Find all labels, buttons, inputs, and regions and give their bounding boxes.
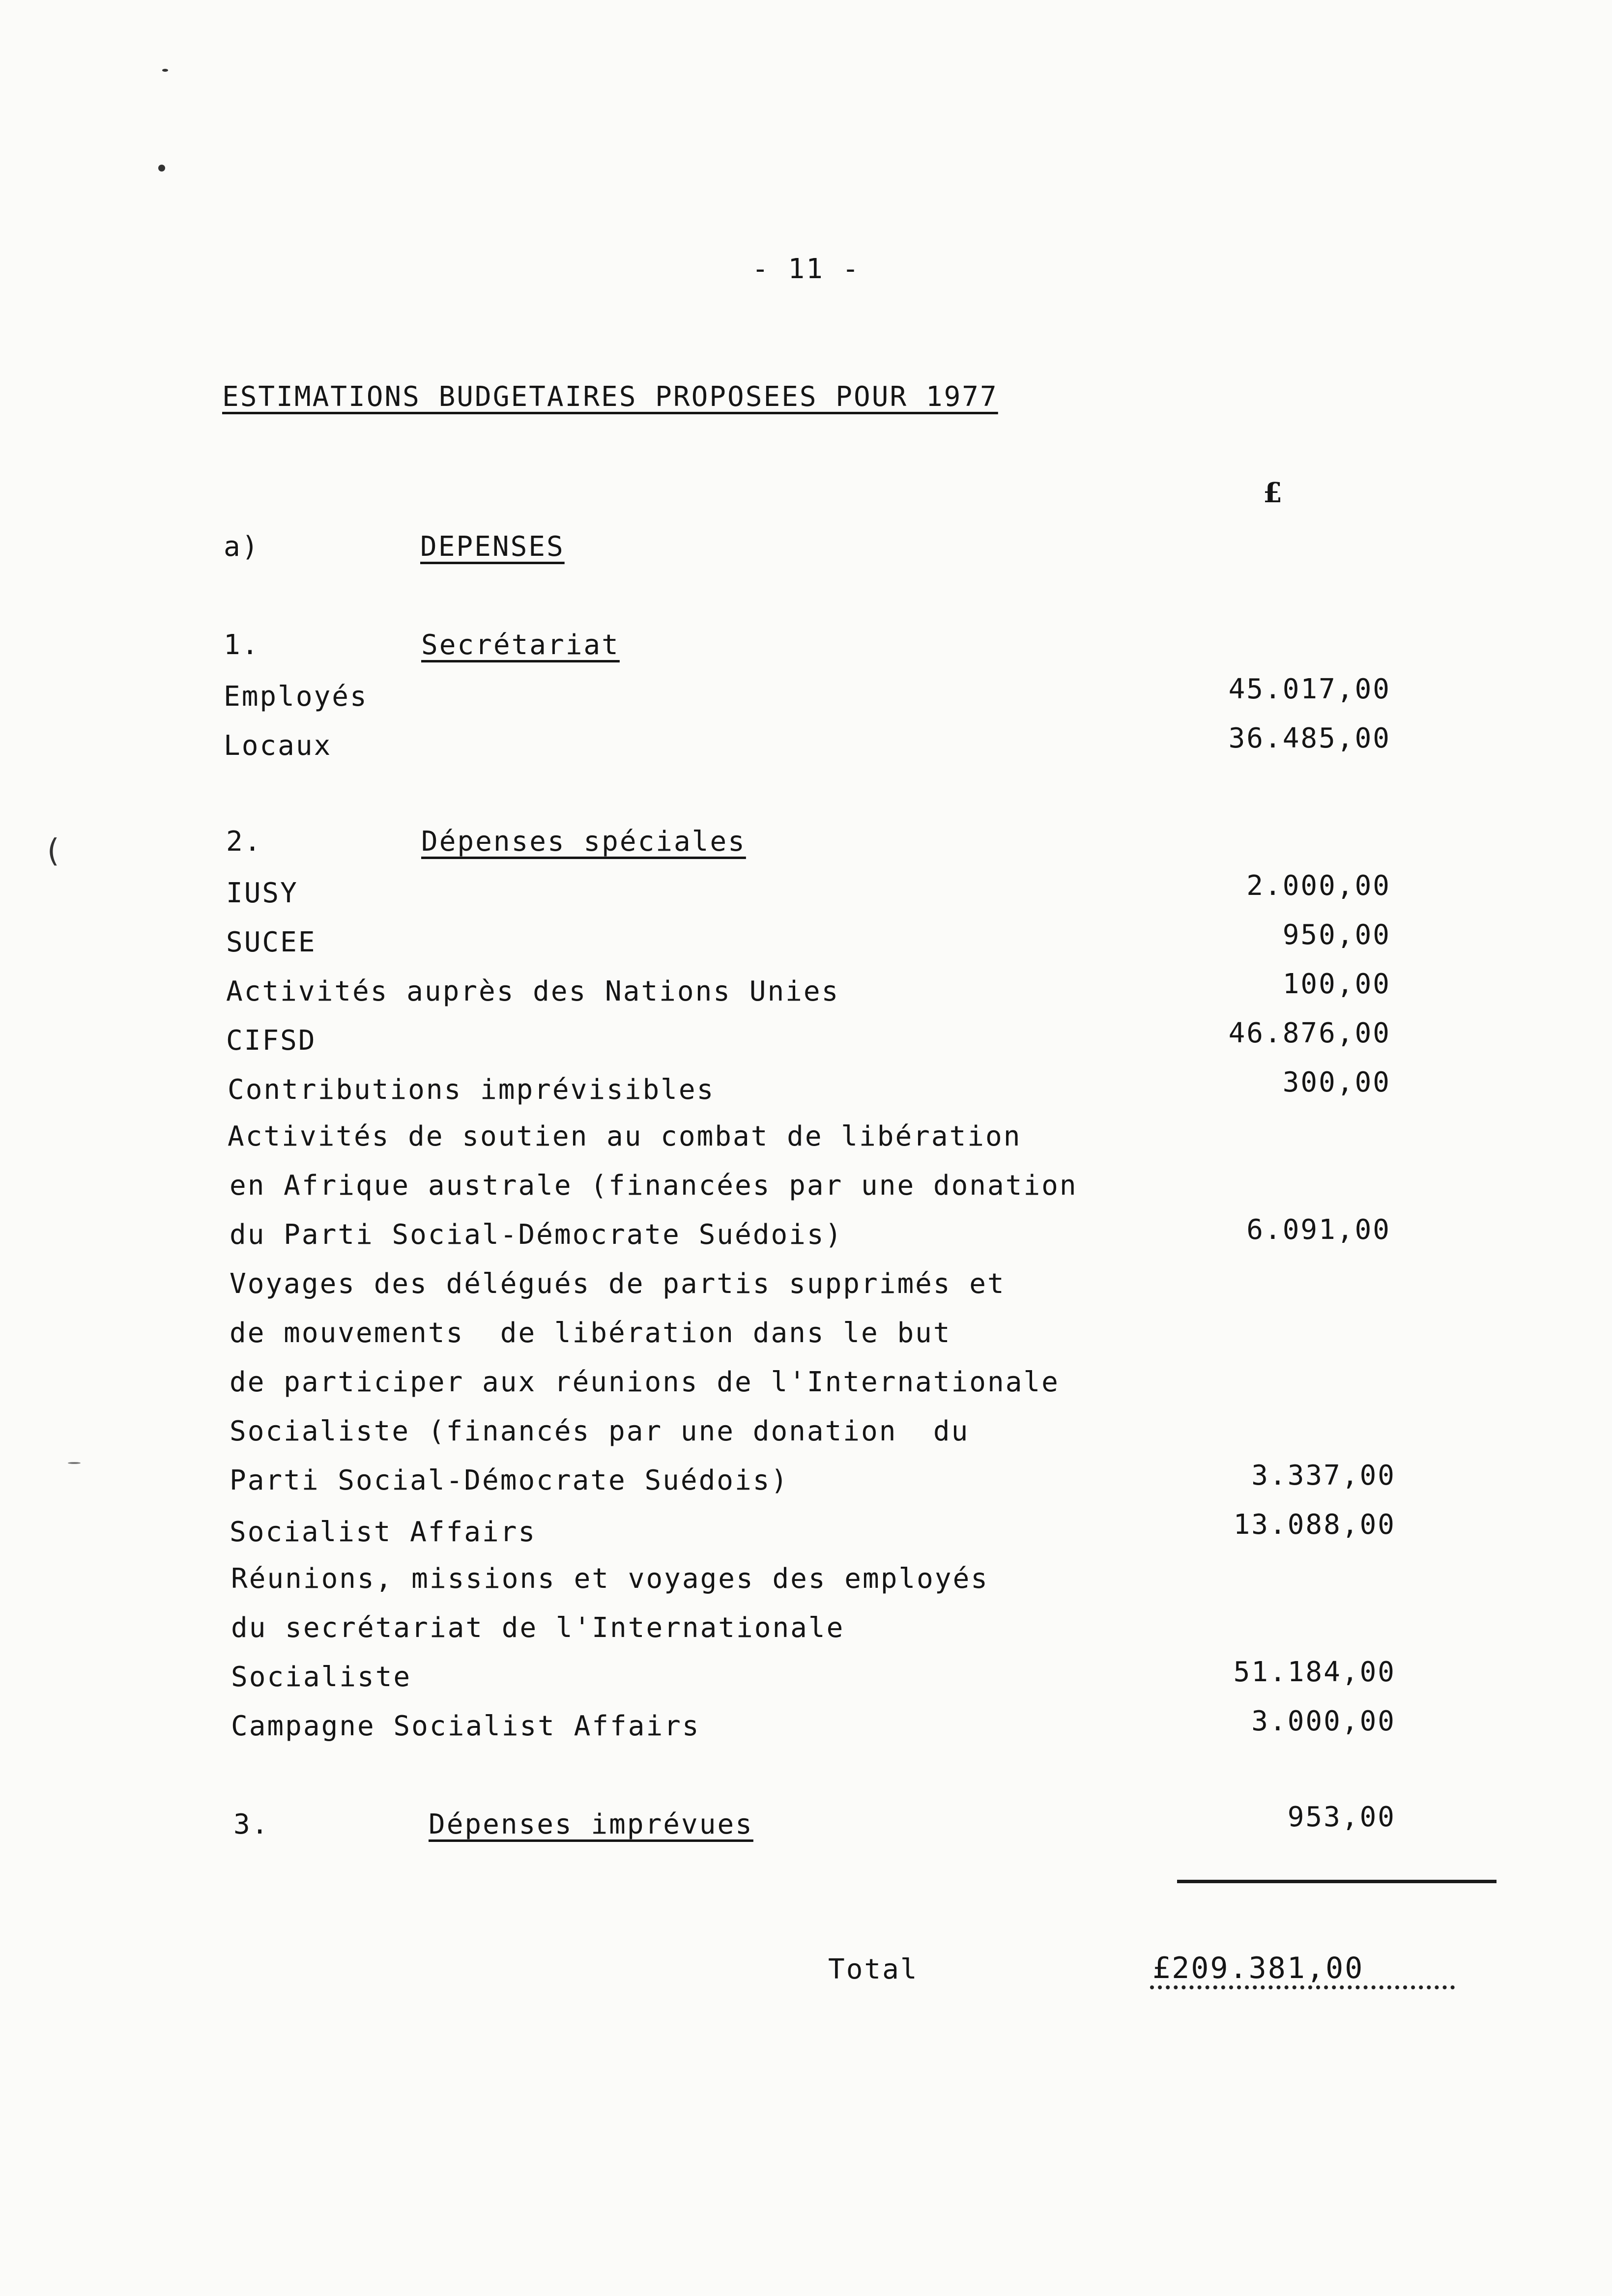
row-label-line: Réunions, missions et voyages des employés bbox=[231, 1563, 989, 1595]
row-label-line: du Parti Social-Démocrate Suédois) bbox=[230, 1219, 843, 1251]
currency-header: £ bbox=[1263, 477, 1284, 509]
row-label: Employés bbox=[224, 681, 368, 713]
row-amount: 36.485,00 bbox=[1228, 722, 1391, 754]
item-number: 3. bbox=[233, 1808, 270, 1840]
section-heading: Dépenses imprévues bbox=[429, 1808, 753, 1840]
row-amount: 3.337,00 bbox=[1251, 1460, 1396, 1492]
scan-speck bbox=[162, 69, 168, 72]
section-heading: DEPENSES bbox=[420, 531, 565, 563]
section-marker: a) bbox=[224, 531, 260, 563]
row-label-line: Voyages des délégués de partis supprimés et bbox=[230, 1268, 1006, 1300]
row-label-line: de participer aux réunions de l'Internationale bbox=[230, 1366, 1060, 1398]
row-amount: 950,00 bbox=[1282, 919, 1391, 951]
total-amount: £209.381,00 bbox=[1152, 1951, 1364, 1985]
row-label-line: de mouvements de libération dans le but bbox=[230, 1317, 951, 1349]
item-number: 2. bbox=[226, 826, 262, 858]
row-amount: 51.184,00 bbox=[1233, 1656, 1396, 1688]
row-amount: 953,00 bbox=[1287, 1801, 1396, 1833]
row-label-line: Socialiste (financés par une donation du bbox=[230, 1415, 970, 1447]
margin-mark: ( bbox=[43, 833, 64, 869]
row-amount: 13.088,00 bbox=[1233, 1509, 1396, 1541]
row-label: Campagne Socialist Affairs bbox=[231, 1710, 700, 1742]
row-label-line: du secrétariat de l'Internationale bbox=[231, 1612, 845, 1644]
row-label-line: Socialiste bbox=[231, 1661, 412, 1693]
row-amount: 2.000,00 bbox=[1246, 870, 1391, 902]
row-label: Contributions imprévisibles bbox=[228, 1074, 715, 1106]
row-label-line: Activités de soutien au combat de libération bbox=[228, 1120, 1022, 1152]
row-amount: 100,00 bbox=[1282, 968, 1391, 1000]
row-label: Locaux bbox=[224, 730, 332, 762]
row-amount: 6.091,00 bbox=[1246, 1214, 1391, 1246]
page-number: - 11 - bbox=[752, 253, 861, 285]
row-label: Socialist Affairs bbox=[230, 1516, 537, 1548]
row-amount: 46.876,00 bbox=[1228, 1017, 1391, 1049]
scan-speck bbox=[158, 165, 165, 172]
row-label: Activités auprès des Nations Unies bbox=[226, 976, 840, 1007]
row-label-line: en Afrique australe (financées par une donation bbox=[230, 1170, 1078, 1202]
row-amount: 45.017,00 bbox=[1228, 673, 1391, 705]
row-label-line: Parti Social-Démocrate Suédois) bbox=[230, 1464, 789, 1496]
row-amount: 300,00 bbox=[1282, 1066, 1391, 1098]
row-amount: 3.000,00 bbox=[1251, 1705, 1396, 1737]
row-label: IUSY bbox=[226, 877, 298, 909]
total-double-underline bbox=[1150, 1985, 1455, 1989]
section-heading: Dépenses spéciales bbox=[421, 826, 746, 858]
row-label: SUCEE bbox=[226, 926, 317, 958]
total-rule bbox=[1177, 1880, 1497, 1883]
page-title: ESTIMATIONS BUDGETAIRES PROPOSEES POUR 1977 bbox=[222, 381, 998, 413]
scan-speck bbox=[68, 1462, 81, 1464]
section-heading: Secrétariat bbox=[421, 629, 620, 661]
total-label: Total bbox=[828, 1953, 919, 1985]
item-number: 1. bbox=[224, 629, 260, 661]
row-label: CIFSD bbox=[226, 1025, 317, 1057]
